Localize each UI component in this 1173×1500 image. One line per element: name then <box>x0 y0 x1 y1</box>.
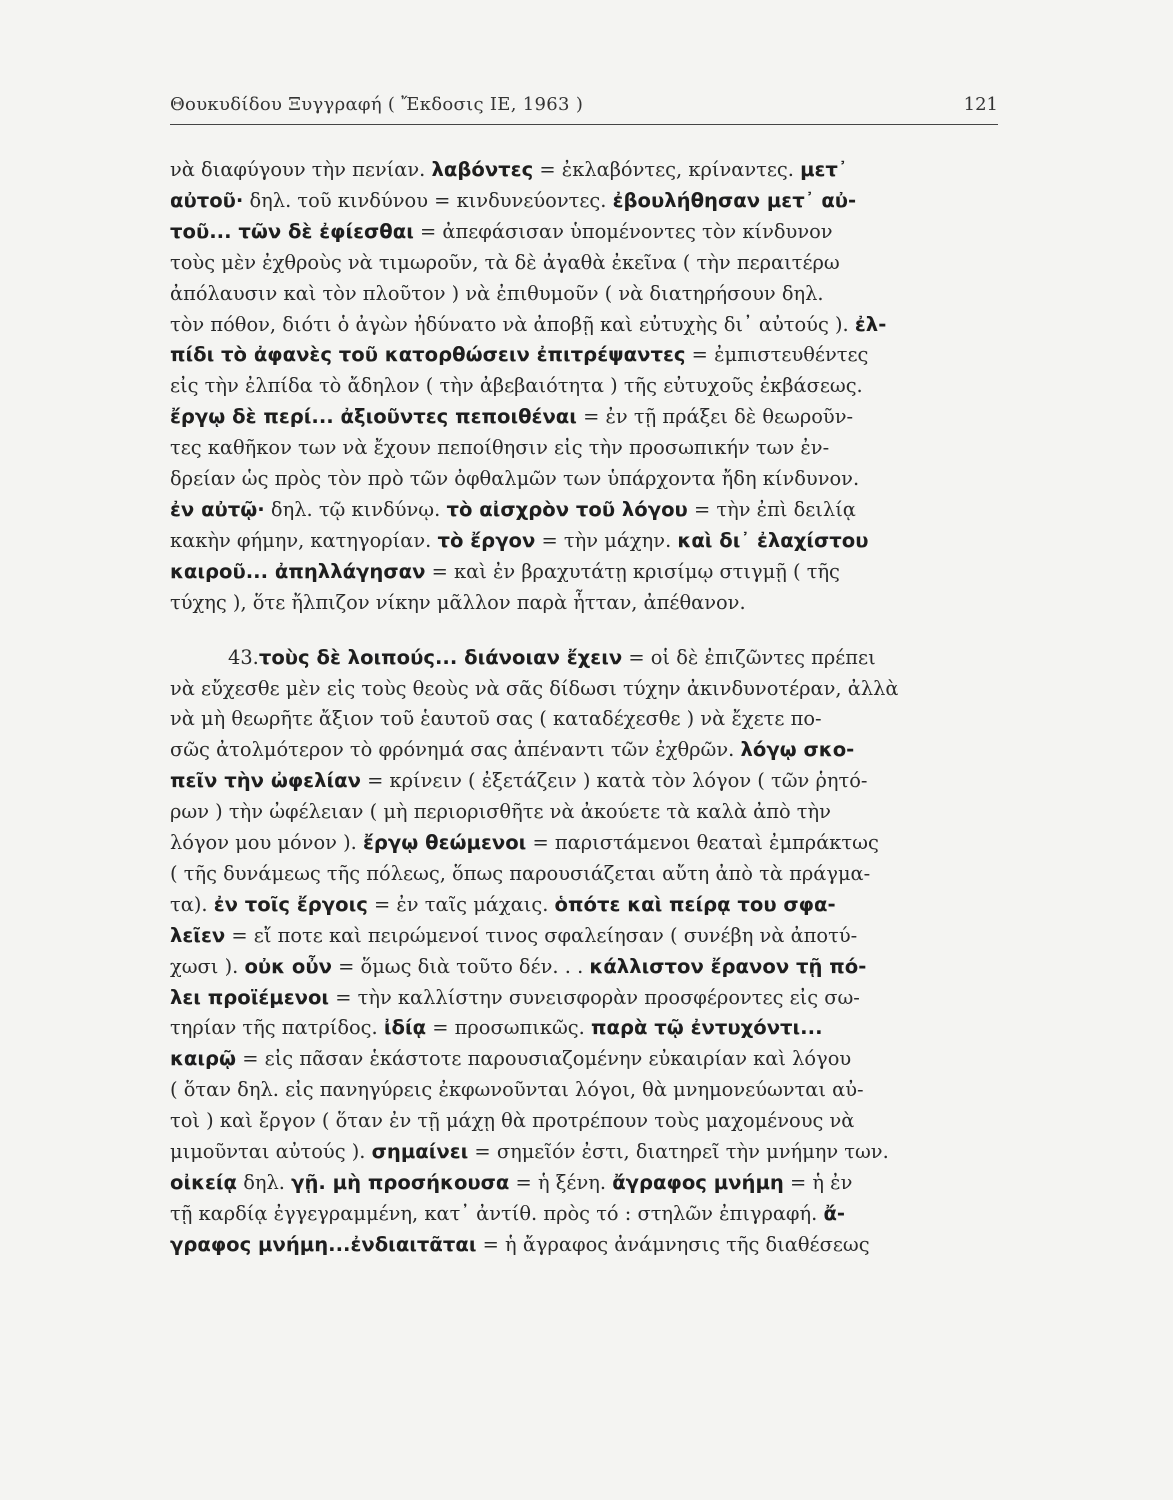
text-line <box>170 704 998 735</box>
text-line <box>170 495 998 526</box>
gloss-text: λόγον μου μόνον ). <box>170 831 363 855</box>
lemma-term: οὐκ οὖν <box>244 954 332 978</box>
gloss-text: νὰ εὔχεσθε μὲν εἰς τοὺς θεοὺς νὰ σᾶς δίδωσι τύχην ἀκινδυνοτέραν, ἀλλὰ <box>170 676 899 700</box>
gloss-text: τες καθῆκον των νὰ ἔχουν πεποίθησιν εἰς τὴν προσωπικήν των ἐν- <box>170 436 830 460</box>
text-line <box>170 1075 998 1106</box>
text-line <box>170 766 998 797</box>
gloss-text: = ἀπεφάσισαν ὑπομένοντες τὸν κίνδυνον <box>413 219 833 243</box>
lemma-term: γῇ. μὴ προσήκουσα <box>291 1171 510 1194</box>
lemma-term: ἐν τοῖς ἔργοις <box>213 892 368 916</box>
gloss-text: τύχης ), ὅτε ἤλπιζον νίκην μᾶλλον παρὰ ἧτταν, ἀπέθανον. <box>170 590 746 614</box>
paragraph-gap <box>170 619 998 643</box>
lemma-term: καιρῷ <box>170 1047 237 1071</box>
text-line <box>170 797 998 828</box>
lemma-term: σημαίνει <box>371 1140 469 1164</box>
gloss-text: τοὶ ) καὶ ἔργον ( ὅταν ἐν τῇ μάχῃ θὰ προτρέπουν τοὺς μαχομένους νὰ <box>170 1109 855 1133</box>
gloss-text: δηλ. τοῦ κινδύνου = κινδυνεύοντες. <box>243 188 613 212</box>
gloss-text: = προσωπικῶς. <box>426 1016 591 1040</box>
text-line <box>170 1137 998 1168</box>
lemma-term: τὸ αἰσχρὸν τοῦ λόγου <box>446 497 688 521</box>
lemma-term: ἔργῳ δὲ περί... ἀξιοῦντες πεποιθέναι <box>170 405 577 429</box>
gloss-text: = τὴν καλλίστην συνεισφορὰν προσφέροντες εἰς σω- <box>329 985 860 1009</box>
lemma-term: ἐλ- <box>854 312 887 336</box>
lemma-term: κάλλιστον ἔρανον τῇ πό- <box>589 954 867 978</box>
lemma-term: λαβόντες <box>431 158 534 181</box>
gloss-text: = σημεῖόν ἐστι, διατηρεῖ τὴν μνήμην των. <box>468 1140 889 1164</box>
text-line <box>170 526 998 557</box>
lemma-term: οἰκείᾳ <box>170 1171 238 1194</box>
text-line <box>170 1168 998 1199</box>
lemma-term: αὐτοῦ· <box>170 188 244 212</box>
text-line <box>170 921 998 952</box>
text-line <box>170 217 998 248</box>
lemma-term: πεῖν τὴν ὠφελίαν <box>170 769 361 793</box>
gloss-text: ( τῆς δυνάμεως τῆς πόλεως, ὅπως παρουσιάζεται αὔτη ἀπὸ τὰ πράγμα- <box>170 861 871 885</box>
gloss-text: δηλ. τῷ κινδύνῳ. <box>264 497 447 521</box>
text-line <box>170 248 998 279</box>
text-line <box>170 588 998 619</box>
text-line <box>170 674 998 705</box>
gloss-text: 43. <box>228 645 259 669</box>
text-line <box>170 952 998 983</box>
text-line <box>170 279 998 310</box>
gloss-text: νὰ διαφύγουν τὴν πενίαν. <box>170 158 432 181</box>
lemma-term: λόγῳ σκο- <box>740 738 855 762</box>
text-line <box>170 464 998 495</box>
lemma-term: λει προϊέμενοι <box>170 985 330 1009</box>
gloss-text: τα). <box>170 892 214 916</box>
gloss-text: εἰς τὴν ἐλπίδα τὸ ἄδηλον ( τὴν ἀβεβαιότητα ) τῆς εὐτυχοῦς ἐκβάσεως. <box>170 374 863 398</box>
lemma-term: ἐν αὐτῷ· <box>170 497 265 521</box>
text-line <box>170 1199 998 1230</box>
lemma-term: ὁπότε καὶ πείρᾳ του σφα- <box>554 892 836 916</box>
text-line <box>170 557 998 588</box>
text-line <box>170 310 998 341</box>
text-line <box>170 186 998 217</box>
gloss-text: νὰ μὴ θεωρῆτε ἄξιον τοῦ ἑαυτοῦ σας ( καταδέχεσθε ) νὰ ἔχετε πο- <box>170 707 822 731</box>
gloss-text: τῇ καρδίᾳ ἐγγεγραμμένη, κατ᾽ ἀντίθ. πρὸς τό : στηλῶν ἐπιγραφή. <box>170 1201 824 1225</box>
gloss-text: = ἐμπιστευθέντες <box>685 343 869 367</box>
header-title: Θουκυδίδου Ξυγγραφή ( Ἔκδοσις ΙΕ, 1963 ) <box>170 94 584 115</box>
gloss-text: = τὴν ἐπὶ δειλίᾳ <box>687 497 856 521</box>
gloss-text: = εἴ ποτε καὶ πειρώμενοί τινος σφαλείησαν ( συνέβη νὰ ἀποτύ- <box>225 923 858 947</box>
running-header <box>170 94 998 125</box>
lemma-term: πίδι τὸ ἀφανὲς τοῦ κατορθώσειν ἐπιτρέψαντες <box>170 343 686 367</box>
lemma-term: ἔργῳ θεώμενοι <box>363 831 527 855</box>
text-line <box>170 433 998 464</box>
text-line <box>170 1013 998 1044</box>
text-line <box>170 1230 998 1261</box>
gloss-text: = καὶ ἐν βραχυτάτῃ κρισίμῳ στιγμῇ ( τῆς <box>425 559 840 583</box>
gloss-text: = ἡ ἄγραφος ἀνάμνησις τῆς διαθέσεως <box>476 1232 870 1256</box>
lemma-term: καιροῦ... ἀπηλλάγησαν <box>170 559 426 583</box>
gloss-text: = ἡ ἐν <box>783 1171 853 1194</box>
gloss-text: ρων ) τὴν ὠφέλειαν ( μὴ περιορισθῆτε νὰ ἀκούετε τὰ καλὰ ἀπὸ τὴν <box>170 800 831 824</box>
gloss-text: τηρίαν τῆς πατρίδος. <box>170 1016 384 1040</box>
gloss-text: δρείαν ὡς πρὸς τὸν πρὸ τῶν ὀφθαλμῶν των ὑπάρχοντα ἤδη κίνδυνον. <box>170 467 860 491</box>
lemma-term: ἄ- <box>823 1201 846 1225</box>
gloss-text: χωσι ). <box>170 954 245 978</box>
gloss-text: = ἐν ταῖς μάχαις. <box>367 892 555 916</box>
gloss-text: = ὅμως διὰ τοῦτο δέν. . . <box>331 954 590 978</box>
lemma-term: λεῖεν <box>170 923 226 947</box>
text-line <box>170 371 998 402</box>
lemma-term: καὶ δι᾽ ἐλαχίστου <box>677 528 869 552</box>
gloss-text: = κρίνειν ( ἐξετάζειν ) κατὰ τὸν λόγον ( τῶν ῥητό- <box>360 769 868 793</box>
lemma-term: τοὺς δὲ λοιπούς... διάνοιαν ἔχειν <box>258 645 623 669</box>
gloss-text: σῶς ἀτολμότερον τὸ φρόνημά σας ἀπέναντι τῶν ἐχθρῶν. <box>170 738 741 762</box>
text-line <box>170 735 998 766</box>
lemma-term: ἄγραφος μνήμη <box>612 1171 784 1194</box>
lemma-term: ἰδίᾳ <box>383 1016 427 1040</box>
text-line <box>170 1106 998 1137</box>
gloss-text: τοὺς μὲν ἐχθροὺς νὰ τιμωροῦν, τὰ δὲ ἀγαθὰ ἐκεῖνα ( τὴν περαιτέρω <box>170 250 840 274</box>
text-line <box>170 828 998 859</box>
gloss-text: ( ὅταν δηλ. εἰς πανηγύρεις ἐκφωνοῦνται λόγοι, θὰ μνημονεύωνται αὐ- <box>170 1078 864 1102</box>
gloss-text: = εἰς πᾶσαν ἑκάστοτε παρουσιαζομένην εὐκαιρίαν καὶ λόγου <box>236 1047 852 1071</box>
gloss-text: = ἐκλαβόντες, κρίναντες. <box>533 158 801 181</box>
lemma-term: ἐβουλήθησαν μετ᾽ αὐ- <box>612 188 857 212</box>
lemma-term: παρὰ τῷ ἐντυχόντι... <box>590 1016 823 1040</box>
gloss-text: = ἐν τῇ πράξει δὲ θεωροῦν- <box>576 405 854 429</box>
gloss-text: κακὴν φήμην, κατηγορίαν. <box>170 528 438 552</box>
text-line <box>170 983 998 1014</box>
lemma-term: γραφος μνήμη...ἐνδιαιτᾶται <box>170 1232 477 1256</box>
gloss-text: δηλ. <box>237 1171 292 1194</box>
gloss-text: ἀπόλαυσιν καὶ τὸν πλοῦτον ) νὰ ἐπιθυμοῦν ( νὰ διατηρήσουν δηλ. <box>170 281 824 305</box>
gloss-text: τὸν πόθον, διότι ὁ ἀγὼν ἠδύνατο νὰ ἀποβῇ καὶ εὐτυχὴς δι᾽ αὐτούς ). <box>170 312 855 336</box>
text-line <box>170 859 998 890</box>
text-line <box>170 402 998 433</box>
gloss-text: = οἱ δὲ ἐπιζῶντες πρέπει <box>622 645 876 669</box>
page-number: 121 <box>963 94 998 115</box>
gloss-text: = παριστάμενοι θεαταὶ ἐμπράκτως <box>526 831 879 855</box>
gloss-text: = τὴν μάχην. <box>535 528 678 552</box>
lemma-term: τὸ ἔργον <box>437 528 536 552</box>
lemma-term: μετ᾽ <box>800 158 848 181</box>
text-line <box>170 643 998 674</box>
text-line <box>170 890 998 921</box>
text-line <box>170 155 998 186</box>
text-line <box>170 340 998 371</box>
gloss-text: = ἡ ξένη. <box>509 1171 613 1194</box>
text-line <box>170 1044 998 1075</box>
lemma-term: τοῦ... τῶν δὲ ἐφίεσθαι <box>170 219 414 243</box>
commentary-text <box>170 155 998 1261</box>
gloss-text: μιμοῦνται αὐτούς ). <box>170 1140 372 1164</box>
